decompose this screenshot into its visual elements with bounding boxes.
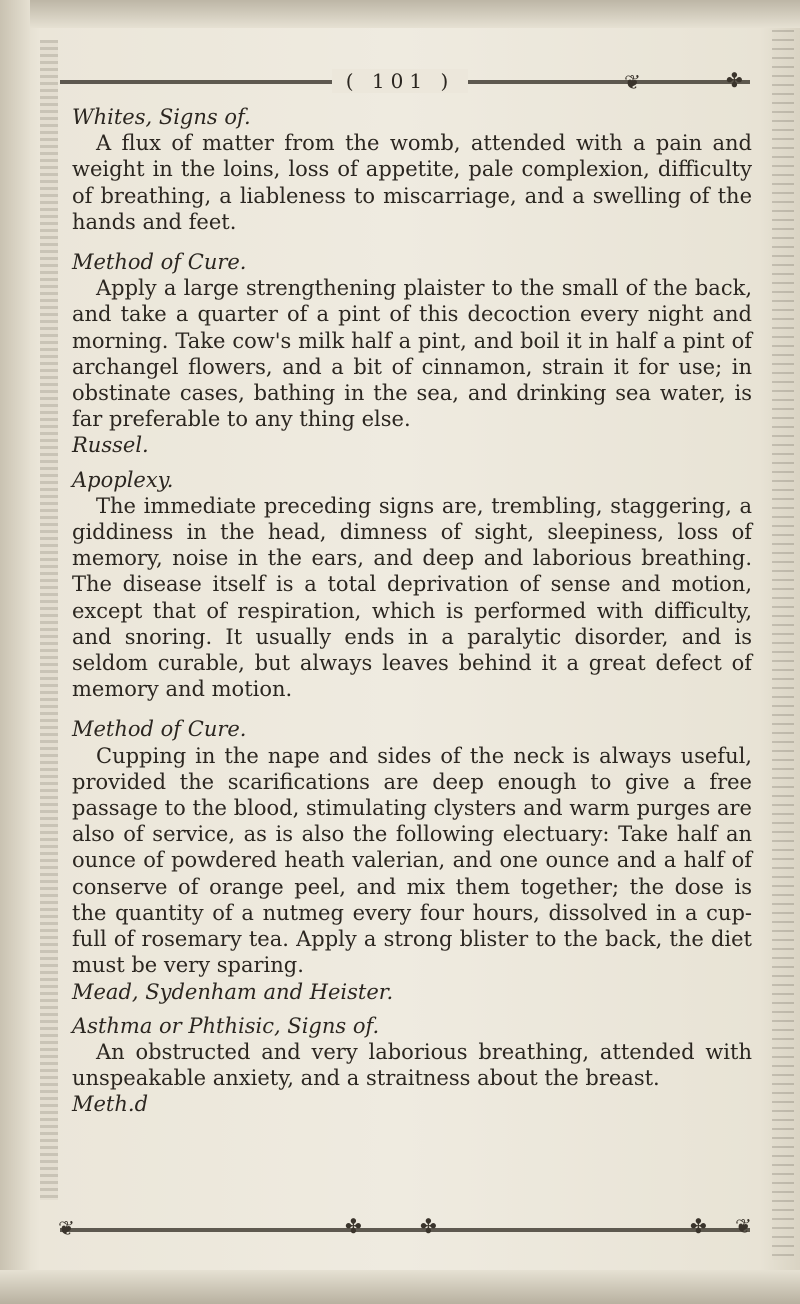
section-heading: Apoplexy.: [72, 467, 174, 492]
paragraph: The immediate preceding signs are, trembling, staggering, a giddiness in the head, dimness of sight, sleepiness, loss of memory, noise in the ears, and deep and laborious breathing. The disease itself is a total deprivation of sense and motion, except that of respiration, which is performed with difficulty, and snoring. It usually ends in a paralytic disorder, and is seldom curable, but always leaves behind it a great defect of memory and motion.: [72, 493, 752, 702]
fleuron-icon: ❦: [58, 1216, 75, 1240]
section-heading: Whites, Signs of.: [72, 105, 251, 129]
page-right-edge: [772, 30, 794, 1260]
page-text: [72, 104, 752, 1118]
catchword: Meth.d: [72, 1092, 149, 1117]
paragraph: An obstructed and very laborious breathing, attended with unspeakable anxiety, and a straitness about the breast.: [72, 1039, 752, 1091]
paragraph: Apply a large strengthening plaister to the small of the back, and take a quarter of a pint of this decoction every night and morning. Take cow's milk half a pint, and boil it in half a pint of archangel flowers, and a bit of cinnamon, strain it for use; in obstinate cases, bathing in the sea, and drinking sea water, is far preferable to any thing else.: [72, 276, 752, 432]
top-ornamental-rule: [60, 80, 750, 84]
section-heading: Method of Cure.: [72, 250, 247, 275]
scan-bottom-edge: [0, 1270, 800, 1304]
page-gutter-shadow: [40, 40, 58, 1200]
paragraph: Cupping in the nape and sides of the neck is always useful, provided the scarifications are deep enough to give a free passage to the blood, stimulating clysters and warm purges are also of service, as is also the following electuary: Take half an ounce of powdered heath valerian, and one ounce and a half of conserve of orange peel, and mix them together; the dose is the quantity of a nutmeg every four hours, dissolved in a cup-full of rosemary tea. Apply a strong blister to the back, the diet must be very sparing.: [72, 743, 752, 978]
scan-top-edge: [0, 0, 800, 28]
fleuron-icon: ❦: [624, 70, 641, 94]
author-citation: Mead, Sydenham and Heister.: [72, 979, 394, 1004]
section-heading: Method of Cure.: [72, 717, 247, 742]
bottom-ornamental-rule: [60, 1228, 750, 1232]
fleuron-icon: ✤: [726, 68, 743, 92]
section-heading: Asthma or Phthisic, Signs of.: [72, 1013, 380, 1038]
paragraph: A flux of matter from the womb, attended with a pain and weight in the loins, loss of appetite, pale complexion, difficulty of breathing, a liableness to miscarriage, and a swelling of the hands and feet.: [72, 131, 752, 234]
fleuron-icon: ❦: [735, 1214, 752, 1238]
scan-left-edge: [0, 0, 30, 1304]
page-number: ( 101 ): [0, 68, 800, 94]
fleuron-icon: ✤: [420, 1214, 437, 1238]
fleuron-icon: ✤: [690, 1214, 707, 1238]
fleuron-icon: ✤: [345, 1214, 362, 1238]
author-signature: Russel.: [72, 433, 149, 458]
